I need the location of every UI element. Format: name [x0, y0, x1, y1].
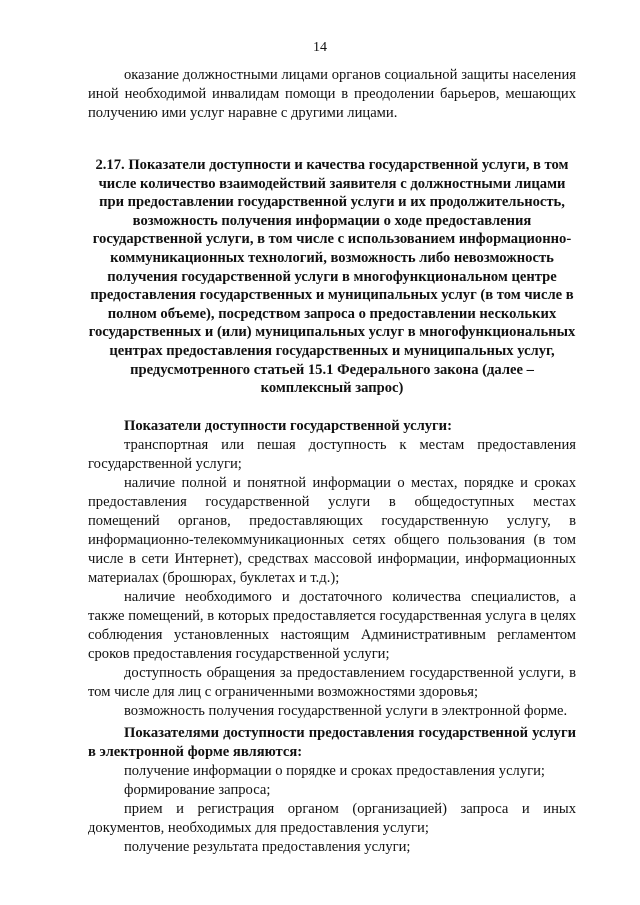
- list-item: формирование запроса;: [124, 782, 271, 798]
- intro-paragraph: оказание должностными лицами органов социальной защиты населения иной необходимой инвалидам помощи в преодолении барьеров, мешающих получению ими услуг наравне с другими лицами.: [88, 67, 576, 121]
- page-number: 14: [313, 40, 327, 55]
- list-item: возможность получения государственной услуги в электронной форме.: [124, 703, 568, 719]
- list-item: доступность обращения за предоставлением государственной услуги, в том числе для лиц с ограниченными возможностями здоровья;: [88, 665, 576, 700]
- list-item: транспортная или пешая доступность к местам предоставления государственной услуги;: [88, 437, 576, 472]
- electronic-form-indicators-section: [88, 724, 576, 857]
- section-heading: [88, 156, 576, 398]
- list-item: наличие полной и понятной информации о местах, порядке и сроках предоставления государственной услуги в общедоступных местах помещений органов, предоставляющих государственную услугу, в информационно-телекоммуникационных сетях общего пользования (в том числе в сети Интернет), средствах массовой информации, информационных материалах (брошюрах, буклетах и т.д.);: [88, 475, 576, 586]
- electronic-form-indicators-title: Показателями доступности предоставления государственной услуги в электронной форме являются:: [88, 725, 576, 760]
- intro-block: [88, 66, 576, 123]
- accessibility-indicators-title: Показатели доступности государственной услуги:: [124, 418, 452, 434]
- list-item: получение информации о порядке и сроках предоставления услуги;: [124, 763, 545, 779]
- list-item: прием и регистрация органом (организацией) запроса и иных документов, необходимых для предоставления услуги;: [88, 801, 576, 836]
- list-item: получение результата предоставления услуги;: [124, 839, 411, 855]
- section-heading-text: 2.17. Показатели доступности и качества государственной услуги, в том числе количество взаимодействий заявителя с должностными лицами при предоставлении государственной услуги и их продолжительность, возможность получения информации о ходе предоставления государственной услуги, в том числе с использованием информационно-коммуникационных технологий, возможность либо невозможность получения государственной услуги в многофункциональном центре предоставления государственных и муниципальных услуг (в том числе в полном объеме), посредством запроса о предоставлении нескольких государственных и (или) муниципальных услуг в многофункциональных центрах предоставления государственных и муниципальных услуг, предусмотренного статьей 15.1 Федерального закона (далее – комплексный запрос): [88, 157, 576, 397]
- list-item: наличие необходимого и достаточного количества специалистов, а также помещений, в которых предоставляется государственная услуга в целях соблюдения установленных настоящим Административным регламентом сроков предоставления государственной услуги;: [88, 589, 576, 662]
- accessibility-indicators-section: [88, 417, 576, 721]
